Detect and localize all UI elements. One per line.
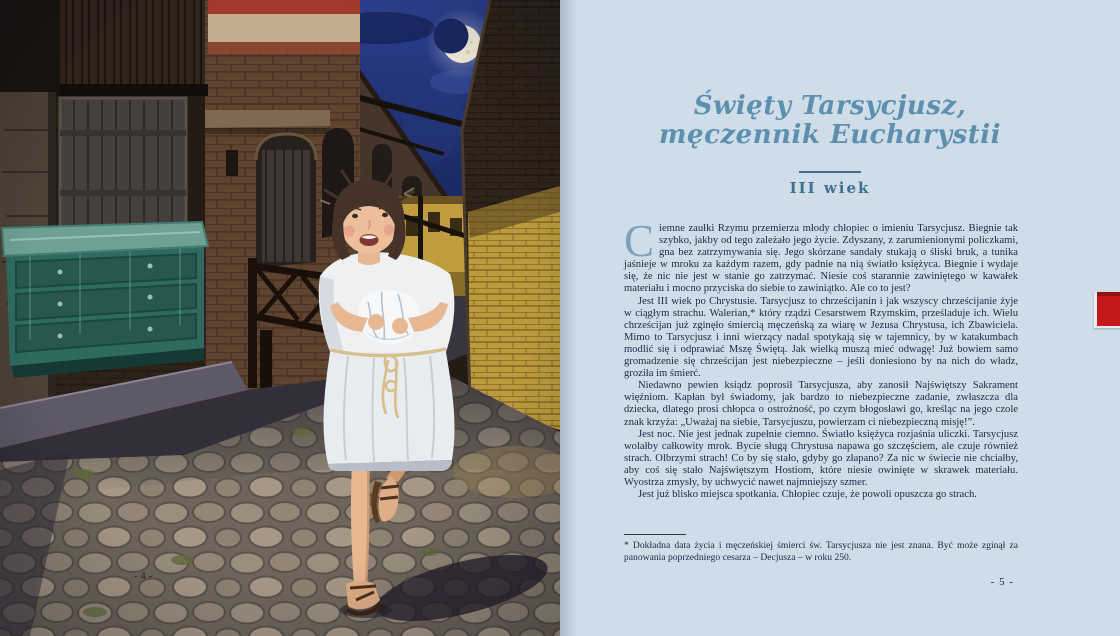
paragraph-2: Jest III wiek po Chrystusie. Tarsycjusz to chrześcijanin i jak wszyscy chrześcijanie żyje w ciągłym strachu. Walerian,* który rządzi Cesarstwem Rzymskim, prześladuje ich. Wielu chrześcijan już zginęło śmiercią męczeńską za wiarę w Jezusa Chrystusa, ich Zbawiciela. Mimo to Tarsycjusz i inni wierzący nadal spotykają się w tajemnicy, by w katakumbach modlić się i odprawiać Mszę Świętą. Jak wielką muszą mieć odwagę! Już bowiem samo gromadzenie się chrześcijan jest niebezpieczne – jeśli doniesiono by na nich do władz, groziła im śmierć.	[624, 295, 1018, 380]
gutter-shadow	[560, 0, 578, 636]
chapter-title	[590, 92, 1070, 150]
paragraph-5: Jest już blisko miejsca spotkania. Chłopiec czuje, że powoli opuszcza go strach.	[638, 489, 977, 501]
subtitle-rule	[799, 171, 861, 173]
footnote-text: * Dokładna data życia i męczeńskiej śmierci św. Tarsycjusza nie jest znana. Być może zginął za panowania poprzedniego cesarza – Decjusza – w roku 250.	[624, 540, 1018, 563]
body-text	[624, 216, 1018, 501]
footnote	[624, 534, 1018, 564]
subtitle-text: III wiek	[789, 179, 871, 197]
drop-cap: C	[624, 216, 655, 266]
paragraph-1	[624, 216, 1018, 296]
title-line-2: męczennik Eucharystii	[659, 120, 1001, 150]
page-number-right: - 5 -	[990, 576, 1014, 588]
footnote-rule	[624, 534, 686, 535]
title-line-1: Święty Tarsycjusz,	[693, 91, 967, 121]
paragraph-3: Niedawno pewien ksiądz poprosił Tarsycjusza, aby zanosił Najświętszy Sakrament więźniom. Kapłan był świadomy, jak bardzo to niebezpieczne zadanie, zwłaszcza dla dziecka, dlatego prosi chłopca o ostrożność, po czym błogosławi go, kreśląc na jego czole znak krzyża: „Uważaj na siebie, Tarsycjuszu, powierzam ci niebezpieczną misję!”.	[624, 380, 1018, 428]
paragraph-4: Jest noc. Nie jest jednak zupełnie ciemno. Światło księżyca rozjaśnia uliczki. Tarsycjusz wolałby całkowity mrok. Bycie sługą Chrystusa napawa go szczęściem, ale czuje również strach. Olbrzymi strach! Co by się stało, gdyby go złapano? Za nic w świecie nie chciałby, aby coś się stało Najświętszym Hostiom, które niesie owinięte w skrawek materiału. Wyostrza zmysły, by uchwycić nawet najmniejszy szmer.	[624, 428, 1018, 488]
chapter-subtitle	[590, 171, 1070, 197]
edge-tab	[1094, 292, 1120, 328]
right-page	[560, 0, 1120, 636]
paragraph-1-text: iemne zaułki Rzymu przemierza młody chłopiec o imieniu Tarsycjusz. Biegnie tak szybko, jakby od tego zależało jego życie. Zdyszany, z zarumienionymi policzkami, gna bez zatrzymywania się. Jego skórzane sandały stukają o śliski bruk, a tunika jaśnieje w mroku za każdym razem, gdy padnie na nią światło księżyca. Biegnie i wydaje się, że nic nie jest w stanie go zatrzymać. Niesie coś starannie zawiniętego w kawałek materiału i mocno przyciska do siebie to zawiniątko. Ale co to jest?	[624, 223, 1018, 295]
page-number-left: - 4 -	[133, 570, 153, 582]
